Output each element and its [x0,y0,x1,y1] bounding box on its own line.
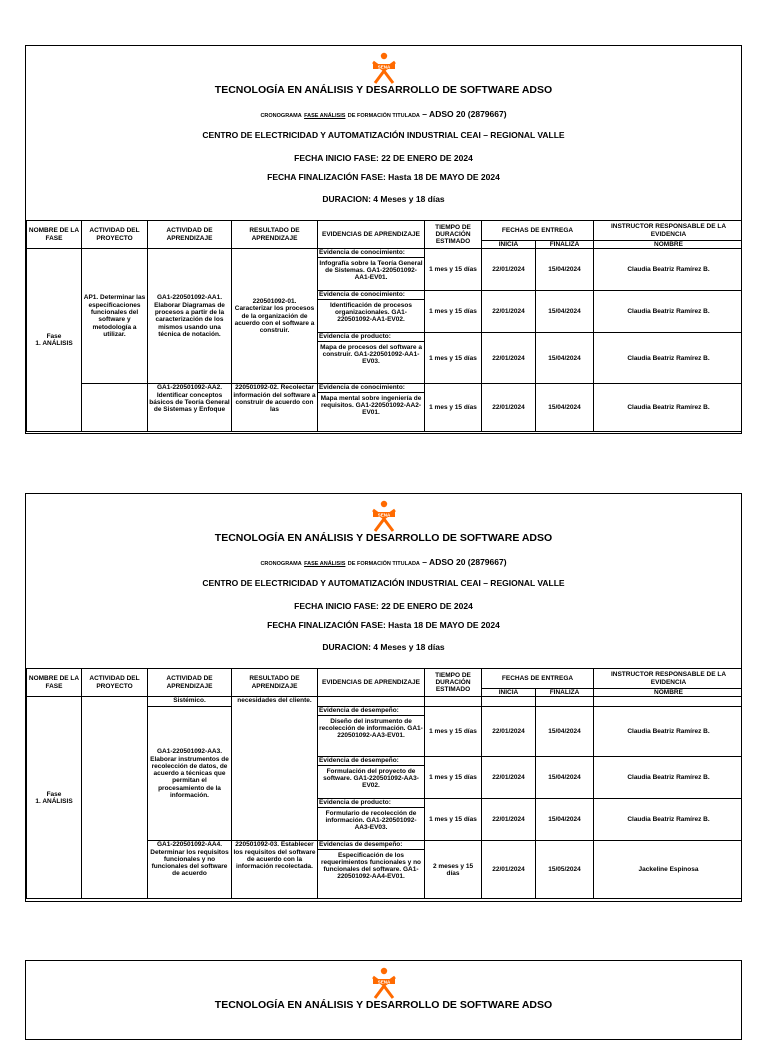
header-actividad-proyecto: ACTIVIDAD DEL PROYECTO [82,221,148,249]
instructor-cell: Claudia Beatriz Ramírez B. [594,799,743,841]
instructor-cell: Jackeline Espinosa [594,841,743,899]
fase-cell: Fase 1. ANÁLISIS [27,697,82,899]
evidencia-cell: Evidencia de conocimiento: Infografía sobre la Teoría General de Sistemas. GA1-220501092-AA1-EV01. [318,249,425,291]
evidencia-cell: Evidencia de producto: Formulario de recolección de información. GA1-220501092-AA3-EV03. [318,799,425,841]
evidencia-cell-empty [318,697,425,707]
header-evidencias: EVIDENCIAS DE APRENDIZAJE [318,669,425,697]
tiempo-cell: 1 mes y 15 días [425,291,482,333]
evidencia-cell: Evidencia de producto: Mapa de procesos del software a construir. GA1-220501092-AA1-EV03. [318,333,425,384]
finaliza-cell-empty [536,697,594,707]
header-inicia: INICIA [482,689,536,697]
instructor-cell: Claudia Beatriz Ramírez B. [594,707,743,757]
finaliza-cell: 15/04/2024 [536,799,594,841]
table-row [27,249,743,291]
inicia-cell: 22/01/2024 [482,291,536,333]
document-page-2 [25,493,742,902]
header-resultado: RESULTADO DE APRENDIZAJE [232,221,318,249]
header-nombre: NOMBRE [594,689,743,697]
document-title: TECNOLOGÍA EN ANÁLISIS Y DESARROLLO DE SOFTWARE ADSO [214,532,553,544]
inicia-cell: 22/01/2024 [482,384,536,432]
header-actividad-aprendizaje: ACTIVIDAD DE APRENDIZAJE [148,669,232,697]
resultado-cell: 220501092-02. Recolectar información del software a construir de acuerdo con las [232,384,318,432]
tiempo-cell: 1 mes y 15 días [425,384,482,432]
actividad-proyecto-cell: AP1. Determinar las especificaciones funcionales del software y metodología a utilizar. [82,249,148,384]
header-resultado: RESULTADO DE APRENDIZAJE [232,669,318,697]
document-page-1 [25,45,742,434]
evidencia-cell: Evidencias de desempeño: Especificación de los requerimientos funcionales y no funcionales del software. GA1-220501092-AA4-EV01. [318,841,425,899]
header-instructor: INSTRUCTOR RESPONSABLE DE LA EVIDENCIA [594,669,743,689]
evidencia-cell: Evidencia de conocimiento: Identificación de procesos organizacionales. GA1-220501092-AA1-EV02. [318,291,425,333]
tiempo-cell: 1 mes y 15 días [425,757,482,799]
inicia-cell: 22/01/2024 [482,333,536,384]
tiempo-cell: 1 mes y 15 días [425,799,482,841]
finaliza-cell: 15/04/2024 [536,333,594,384]
header-evidencias: EVIDENCIAS DE APRENDIZAJE [318,221,425,249]
center-name: CENTRO DE ELECTRICIDAD Y AUTOMATIZACIÓN INDUSTRIAL CEAI – REGIONAL VALLE [202,130,565,140]
logo-text: SENA [377,512,390,518]
schedule-subtitle: CRONOGRAMA FASE ANÁLISIS DE FORMACIÓN TITULADA – ADSO 20 (2879667) [260,557,507,567]
header-finaliza: FINALIZA [536,241,594,249]
tiempo-cell: 1 mes y 15 días [425,333,482,384]
resultado-cell: 220501092-01. Caracterizar los procesos de la organización de acuerdo con el software a construir. [232,249,318,384]
header-actividad-aprendizaje: ACTIVIDAD DE APRENDIZAJE [148,221,232,249]
table-row [27,697,743,707]
logo-text: SENA [377,979,390,985]
finaliza-cell: 15/04/2024 [536,249,594,291]
start-date: FECHA INICIO FASE: 22 DE ENERO DE 2024 [294,153,473,163]
instructor-cell: Claudia Beatriz Ramírez B. [594,291,743,333]
finaliza-cell: 15/04/2024 [536,757,594,799]
header-fase: NOMBRE DE LA FASE [27,669,82,697]
header-tiempo: TIEMPO DE DURACIÓN ESTIMADO [425,221,482,249]
tiempo-cell: 1 mes y 15 días [425,249,482,291]
tiempo-cell: 2 meses y 15 días [425,841,482,899]
tiempo-cell: 1 mes y 15 días [425,707,482,757]
header-fase: NOMBRE DE LA FASE [27,221,82,249]
inicia-cell: 22/01/2024 [482,707,536,757]
actividad-aprendizaje-cell: GA1-220501092-AA1. Elaborar Diagramas de procesos a partir de la caracterización de los mismos usando una técnica de notación. [148,249,232,384]
schedule-subtitle: CRONOGRAMA FASE ANÁLISIS DE FORMACIÓN TITULADA – ADSO 20 (2879667) [260,109,507,119]
table-row [27,384,743,432]
finaliza-cell: 15/04/2024 [536,707,594,757]
inicia-cell: 22/01/2024 [482,841,536,899]
inicia-cell: 22/01/2024 [482,757,536,799]
sena-logo-icon [367,967,401,1001]
finaliza-cell: 15/04/2024 [536,384,594,432]
schedule-table [26,220,742,432]
duration: DURACION: 4 Meses y 18 días [322,194,445,204]
evidencia-cell: Evidencia de desempeño: Formulación del proyecto de software. GA1-220501092-AA3-EV02. [318,757,425,799]
finaliza-cell: 15/05/2024 [536,841,594,899]
logo-text: SENA [377,64,390,70]
tiempo-cell-empty [425,697,482,707]
document-title: TECNOLOGÍA EN ANÁLISIS Y DESARROLLO DE SOFTWARE ADSO [214,84,553,96]
fase-cell: Fase 1. ANÁLISIS [27,249,82,432]
header-fechas: FECHAS DE ENTREGA [482,221,594,241]
center-name: CENTRO DE ELECTRICIDAD Y AUTOMATIZACIÓN INDUSTRIAL CEAI – REGIONAL VALLE [202,578,565,588]
actividad-proyecto-cell-empty [82,384,148,432]
sena-logo-icon [367,52,401,86]
actividad-aprendizaje-cell: GA1-220501092-AA4. Determinar los requisitos funcionales y no funcionales del software de acuerdo [148,841,232,899]
end-date: FECHA FINALIZACIÓN FASE: Hasta 18 DE MAYO DE 2024 [267,620,500,630]
start-date: FECHA INICIO FASE: 22 DE ENERO DE 2024 [294,601,473,611]
end-date: FECHA FINALIZACIÓN FASE: Hasta 18 DE MAYO DE 2024 [267,172,500,182]
duration: DURACION: 4 Meses y 18 días [322,642,445,652]
header-nombre: NOMBRE [594,241,743,249]
sena-logo-icon [367,500,401,534]
actividad-proyecto-cell-empty [82,697,148,899]
inicia-cell: 22/01/2024 [482,249,536,291]
actividad-aprendizaje-cell: Sistémico. [148,697,232,707]
actividad-aprendizaje-cell: GA1-220501092-AA2. Identificar conceptos básicos de Teoría General de Sistemas y Enfoque [148,384,232,432]
document-title: TECNOLOGÍA EN ANÁLISIS Y DESARROLLO DE SOFTWARE ADSO [214,999,553,1011]
inicia-cell-empty [482,697,536,707]
inicia-cell: 22/01/2024 [482,799,536,841]
instructor-cell: Claudia Beatriz Ramírez B. [594,249,743,291]
instructor-cell-empty [594,697,743,707]
evidencia-cell: Evidencia de desempeño: Diseño del instrumento de recolección de información. GA1-220501092-AA3-EV01. [318,707,425,757]
header-finaliza: FINALIZA [536,689,594,697]
header-tiempo: TIEMPO DE DURACIÓN ESTIMADO [425,669,482,697]
instructor-cell: Claudia Beatriz Ramírez B. [594,384,743,432]
instructor-cell: Claudia Beatriz Ramírez B. [594,757,743,799]
header-actividad-proyecto: ACTIVIDAD DEL PROYECTO [82,669,148,697]
evidencia-cell: Evidencia de conocimiento: Mapa mental sobre ingeniería de requisitos. GA1-220501092-AA2-EV01. [318,384,425,432]
schedule-table [26,668,742,899]
document-page-3 [25,960,742,1040]
finaliza-cell: 15/04/2024 [536,291,594,333]
header-inicia: INICIA [482,241,536,249]
header-instructor: INSTRUCTOR RESPONSABLE DE LA EVIDENCIA [594,221,743,241]
header-fechas: FECHAS DE ENTREGA [482,669,594,689]
resultado-cell: necesidades del cliente. [232,697,318,841]
instructor-cell: Claudia Beatriz Ramírez B. [594,333,743,384]
resultado-cell: 220501092-03. Establecer los requisitos del software de acuerdo con la información recolectada. [232,841,318,899]
actividad-aprendizaje-cell: GA1-220501092-AA3. Elaborar instrumentos de recolección de datos, de acuerdo a técnicas que permitan el procesamiento de la información. [148,707,232,841]
